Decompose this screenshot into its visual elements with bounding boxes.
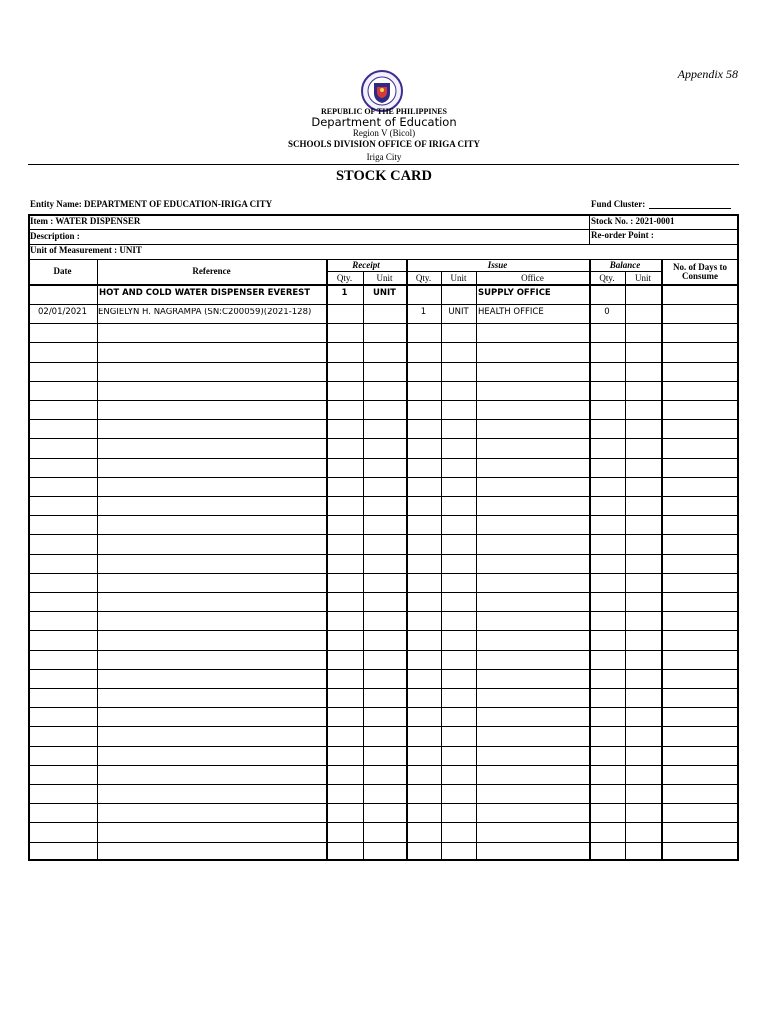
entity-name-label: Entity Name:: [30, 199, 82, 209]
subcolumn-receipt-qty: Qty.: [336, 273, 353, 283]
division-heading: SCHOOLS DIVISION OFFICE OF IRIGA CITY: [288, 139, 480, 149]
fund-cluster: [591, 199, 731, 209]
column-divider: [441, 271, 442, 861]
row2-issue-unit: UNIT: [448, 307, 469, 317]
republic-heading: REPUBLIC OF THE PHILIPPINES: [320, 107, 448, 116]
entity-name-value: DEPARTMENT OF EDUCATION-IRIGA CITY: [84, 199, 273, 209]
row-divider: [28, 650, 739, 651]
column-divider: [661, 259, 663, 861]
row2-office: HEALTH OFFICE: [478, 307, 544, 317]
row-divider: [28, 822, 739, 823]
column-divider: [326, 259, 328, 861]
row-divider: [28, 419, 739, 420]
row-divider: [28, 784, 739, 785]
row2-issue-qty: 1: [420, 307, 427, 317]
column-date: Date: [53, 266, 72, 276]
row-divider: [28, 746, 739, 747]
subcolumn-issue-unit: Unit: [450, 273, 467, 283]
subcolumn-balance-qty: Qty.: [599, 273, 615, 283]
row-divider: [28, 534, 739, 535]
entity-name: [30, 199, 272, 209]
row2-reference: ENGIELYN H. NAGRAMPA (SN:C200059)(2021-128): [98, 308, 312, 317]
column-divider: [589, 259, 591, 861]
row-divider: [28, 611, 739, 612]
row-divider: [28, 342, 739, 343]
column-divider: [363, 271, 364, 861]
row-divider: [28, 458, 739, 459]
row-divider: [28, 304, 739, 305]
divider: [589, 214, 590, 245]
column-divider: [625, 271, 626, 861]
row-divider: [28, 803, 739, 804]
row2-date: 02/01/2021: [38, 307, 87, 317]
row-divider: [28, 554, 739, 555]
unit-of-measurement-field: Unit of Measurement : UNIT: [30, 245, 142, 255]
row1-office: SUPPLY OFFICE: [478, 288, 551, 298]
column-balance: Balance: [609, 260, 641, 270]
row1-receipt-qty: 1: [341, 288, 348, 298]
region-heading: Region V (Bicol): [352, 128, 416, 138]
row-divider: [28, 477, 739, 478]
reorder-point-field: Re-order Point :: [591, 230, 654, 240]
row-divider: [28, 669, 739, 670]
fund-cluster-field[interactable]: [649, 199, 731, 209]
row-divider: [28, 381, 739, 382]
column-divider: [476, 271, 477, 861]
item-field: Item : WATER DISPENSER: [30, 216, 141, 226]
row-divider: [28, 765, 739, 766]
column-divider: [97, 259, 98, 861]
header-divider: [28, 164, 739, 165]
subcolumn-issue-office: Office: [521, 273, 544, 283]
column-reference: Reference: [192, 266, 231, 276]
row-divider: [28, 362, 739, 363]
column-divider: [406, 259, 408, 861]
row-divider: [28, 573, 739, 574]
column-issue: Issue: [487, 260, 508, 270]
department-heading: Department of Education: [311, 115, 457, 129]
row2-balance-qty: 0: [604, 307, 610, 317]
row-divider: [28, 688, 739, 689]
deped-seal-icon: [360, 70, 404, 112]
divider: [326, 271, 661, 272]
row1-reference: HOT AND COLD WATER DISPENSER EVEREST: [99, 288, 311, 298]
row-divider: [28, 630, 739, 631]
subcolumn-issue-qty: Qty.: [415, 273, 432, 283]
row-divider: [28, 726, 739, 727]
row-divider: [28, 707, 739, 708]
row-divider: [28, 592, 739, 593]
fund-cluster-label: Fund Cluster:: [591, 199, 646, 209]
subcolumn-balance-unit: Unit: [634, 273, 651, 283]
row-divider: [28, 515, 739, 516]
row-divider: [28, 842, 739, 843]
column-receipt: Receipt: [352, 260, 380, 270]
column-days-line1: No. of Days to: [673, 262, 727, 272]
stock-number-field: Stock No. : 2021-0001: [591, 216, 675, 226]
column-days-line2: Consume: [681, 271, 718, 281]
page-title: STOCK CARD: [335, 168, 432, 184]
description-field: Description :: [30, 231, 80, 241]
row-divider: [28, 400, 739, 401]
city-heading: Iriga City: [366, 152, 402, 162]
subcolumn-receipt-unit: Unit: [376, 273, 393, 283]
row-divider: [28, 496, 739, 497]
row-divider: [28, 438, 739, 439]
appendix-label: Appendix 58: [677, 67, 738, 81]
divider: [28, 284, 739, 286]
row1-receipt-unit: UNIT: [373, 288, 396, 298]
row-divider: [28, 323, 739, 324]
